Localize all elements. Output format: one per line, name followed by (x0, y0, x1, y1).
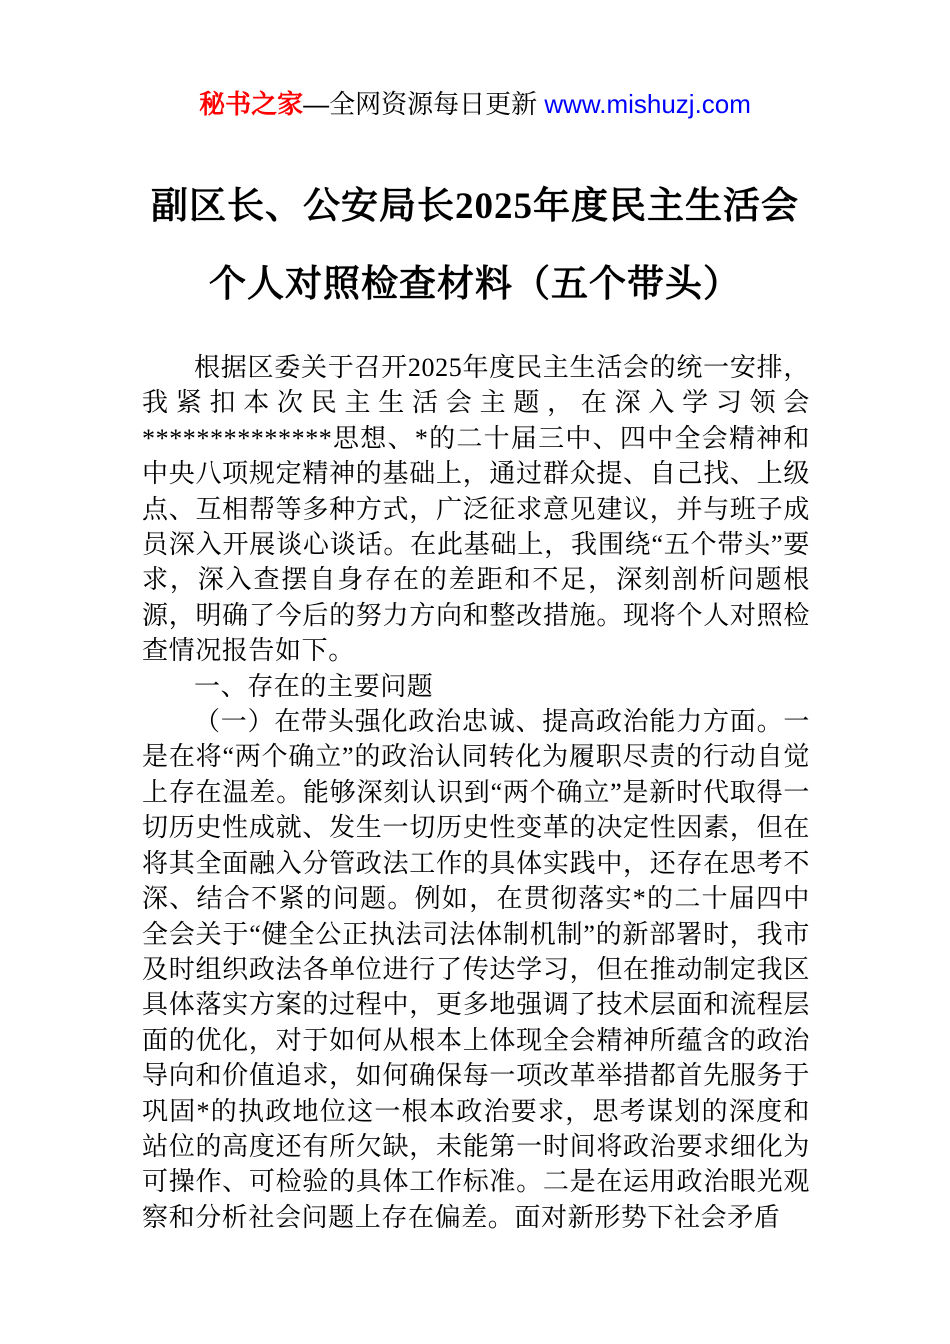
title-line-2: 个人对照检查材料（五个带头） (209, 264, 741, 305)
document-body (142, 350, 810, 1235)
site-url-link[interactable]: www.mishuzj.com (544, 89, 751, 119)
section-heading-main-problems: 一、存在的主要问题 (194, 671, 434, 701)
site-header (0, 88, 950, 121)
paragraph-intro: 根据区委关于召开2025年度民主生活会的统一安排，我紧扣本次民主生活会主题，在深入学习领会**************思想、*的二十届三中、四中全会精神和中央八项规定精神的基础上，通过群众提、自己找、上级点、互相帮等多种方式，广泛征求意见建议，并与班子成员深入开展谈心谈话。在此基础上，我围绕“五个带头”要求，深入查摆自身存在的差距和不足，深刻剖析问题根源，明确了今后的努力方向和整改措施。现将个人对照检查情况报告如下。 (142, 353, 810, 666)
title-line-1: 副区长、公安局长2025年度民主生活会 (151, 186, 799, 227)
paragraph-section-one: （一）在带头强化政治忠诚、提高政治能力方面。一是在将“两个确立”的政治认同转化为履职尽责的行动自觉上存在温差。能够深刻认识到“两个确立”是新时代取得一切历史性成就、发生一切历史性变革的决定性因素，但在将其全面融入分管政法工作的具体实践中，还存在思考不深、结合不紧的问题。例如，在贯彻落实*的二十届四中全会关于“健全公正执法司法体制机制”的新部署时，我市及时组织政法各单位进行了传达学习，但在推动制定我区具体落实方案的过程中，更多地强调了技术层面和流程层面的优化，对于如何从根本上体现全会精神所蕴含的政治导向和价值追求，如何确保每一项改革举措都首先服务于巩固*的执政地位这一根本政治要求，思考谋划的深度和站位的高度还有所欠缺，未能第一时间将政治要求细化为可操作、可检验的具体工作标准。二是在运用政治眼光观察和分析社会问题上存在偏差。面对新形势下社会矛盾 (142, 707, 810, 1232)
brand-text: 秘书之家 (199, 89, 304, 119)
tagline-text: —全网资源每日更新 (303, 89, 545, 119)
document-title (60, 168, 890, 324)
